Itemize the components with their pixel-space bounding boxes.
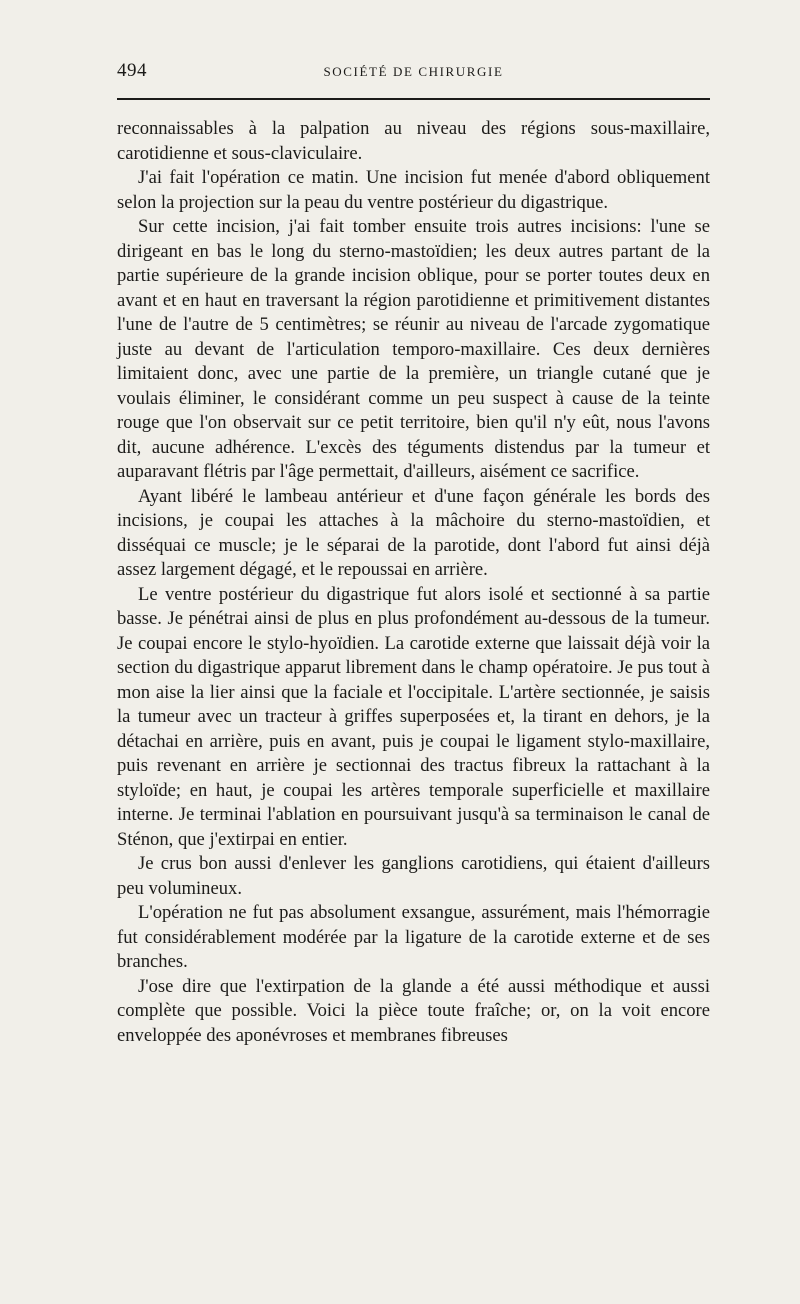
paragraph: Sur cette incision, j'ai fait tomber ensuite trois autres incisions: l'une se dirigeant en bas le long du sterno-mastoïdien; les deux autres partant de la partie supérieure de la grande incision oblique, pour se porter toutes deux en avant et en haut en traversant la région parotidienne et primitivement distantes l'une de l'autre de 5 centimètres; se réunir au niveau de l'arcade zygomatique juste au devant de l'articulation temporo-maxillaire. Ces deux dernières limitaient donc, avec une partie de la première, un triangle cutané que je voulais éliminer, le considérant comme un peu suspect à cause de la teinte rouge que l'on observait sur ce petit territoire, bien qu'il n'y eût, nous l'avons dit, aucune adhérence. L'excès des téguments distendus par la tumeur et auparavant flétris par l'âge permettait, d'ailleurs, aisément ce sacrifice. [117, 216, 710, 482]
page-number: 494 [117, 60, 147, 81]
page-header [117, 60, 710, 88]
running-title: SOCIÉTÉ DE CHIRURGIE [323, 64, 504, 79]
paragraph: J'ai fait l'opération ce matin. Une incision fut menée d'abord obliquement selon la projection sur la peau du ventre postérieur du digastrique. [117, 167, 710, 213]
paragraph: reconnaissables à la palpation au niveau des régions sous-maxillaire, carotidienne et sous-claviculaire. [117, 118, 710, 164]
paragraph: J'ose dire que l'extirpation de la glande a été aussi méthodique et aussi complète que possible. Voici la pièce toute fraîche; or, on la voit encore enveloppée des aponévroses et membranes fibreuses [117, 975, 710, 1046]
header-rule [117, 98, 710, 100]
body-text [117, 117, 710, 1048]
paragraph: Le ventre postérieur du digastrique fut alors isolé et sectionné à sa partie basse. Je pénétrai ainsi de plus en plus profondément au-dessous de la tumeur. Je coupai encore le stylo-hyoïdien. La carotide externe que laissait déjà voir la section du digastrique apparut librement dans le champ opératoire. Je pus tout à mon aise la lier ainsi que la faciale et l'occipitale. L'artère sectionnée, je saisis la tumeur avec un tracteur à griffes superposées et, la tirant en dehors, je la détachai en arrière, puis en avant, puis je coupai le ligament stylo-maxillaire, puis revenant en arrière je sectionnai des tractus fibreux la rattachant à la styloïde; en haut, je coupai les artères temporale superficielle et maxillaire interne. Je terminai l'ablation en poursuivant jusqu'à sa terminaison le canal de Sténon, que j'extirpai en entier. [117, 583, 710, 850]
paragraph: Je crus bon aussi d'enlever les ganglions carotidiens, qui étaient d'ailleurs peu volumineux. [117, 853, 710, 899]
paragraph: L'opération ne fut pas absolument exsangue, assurément, mais l'hémorragie fut considérablement modérée par la ligature de la carotide externe et de ses branches. [117, 902, 710, 972]
paragraph: Ayant libéré le lambeau antérieur et d'une façon générale les bords des incisions, je coupai les attaches à la mâchoire du sterno-mastoïdien, et disséquai ce muscle; je le séparai de la parotide, dont l'abord fut ainsi déjà assez largement dégagé, et le repoussai en arrière. [117, 485, 710, 580]
